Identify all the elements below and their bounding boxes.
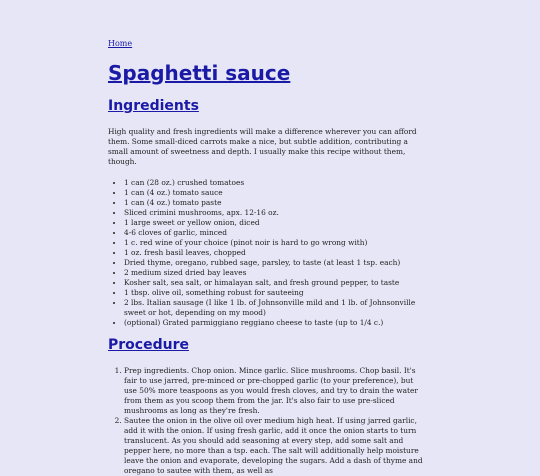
ingredients-intro: High quality and fresh ingredients will make a difference wherever you can afford them. Some small-diced carrots make a nice, but subtle addition, contributing a small amount of sweetness and depth. I usually make this recipe without them, though. — [108, 127, 417, 166]
list-item: • Kosher salt, sea salt, or himalayan salt, and fresh ground pepper, to taste — [124, 278, 428, 288]
page-title: Spaghetti sauce — [108, 61, 291, 85]
list-item: • 1 can (28 oz.) crushed tomatoes — [124, 178, 428, 188]
ingredients-list — [108, 178, 428, 328]
list-item: • 1 can (4 oz.) tomato paste — [124, 198, 428, 208]
list-item: • 1 large sweet or yellow onion, diced — [124, 218, 428, 228]
home-link[interactable]: Home — [108, 39, 133, 48]
list-item: • 1 oz. fresh basil leaves, chopped — [124, 248, 428, 258]
procedure-heading: Procedure — [108, 337, 189, 353]
list-item: • 1 can (4 oz.) tomato sauce — [124, 188, 428, 198]
procedure-steps — [108, 366, 428, 476]
list-item: • Sliced crimini mushrooms, apx. 12-16 oz. — [124, 208, 428, 218]
list-item: • 2 lbs. Italian sausage (I like 1 lb. of Johnsonville mild and 1 lb. of Johnsonville sweet or hot, depending on my mood) — [124, 298, 428, 318]
list-item: • 1 c. red wine of your choice (pinot noir is hard to go wrong with) — [124, 238, 428, 248]
procedure-step: 2. Sautee the onion in the olive oil over medium high heat. If using jarred garlic, add it with the onion. If using fresh garlic, add it once the onion starts to turn translucent. As you should add seasoning at every step, add some salt and pepper here, no more than a tsp. each. The salt will additionally help moisture leave the onion and evaporate, developing the sugars. Add a dash of thyme and oregano to sautee with them, as well as — [124, 416, 428, 476]
ingredients-heading: Ingredients — [108, 98, 199, 114]
list-item: • 4-6 cloves of garlic, minced — [124, 228, 428, 238]
list-item: • Dried thyme, oregano, rubbed sage, parsley, to taste (at least 1 tsp. each) — [124, 258, 428, 268]
list-item: • 1 tbsp. olive oil, something robust for sauteeing — [124, 288, 428, 298]
list-item: • (optional) Grated parmiggiano reggiano cheese to taste (up to 1/4 c.) — [124, 318, 428, 328]
list-item: • 2 medium sized dried bay leaves — [124, 268, 428, 278]
article — [108, 38, 428, 476]
procedure-step: 1. Prep ingredients. Chop onion. Mince garlic. Slice mushrooms. Chop basil. It's fair to use jarred, pre-minced or pre-chopped garlic (to your preference), but use 50% more teaspoons as you would fresh cloves, and try to drain the water from them as you scoop them from the jar. It's also fair to use pre-sliced mushrooms as long as they're fresh. — [124, 366, 428, 416]
